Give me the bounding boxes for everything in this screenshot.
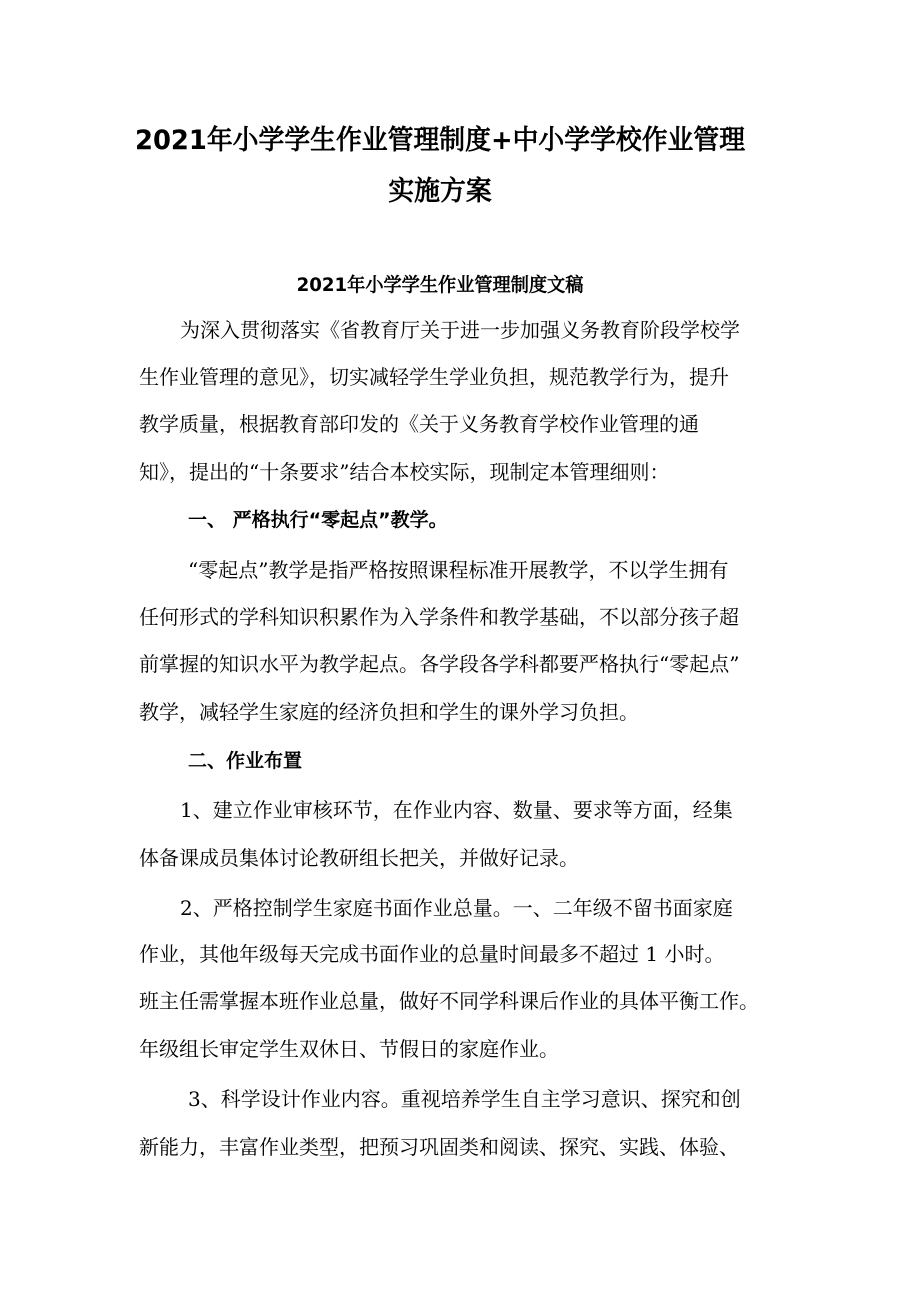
section-1-line-1: “零起点”教学是指严格按照课程标准开展教学，不以学生拥有 xyxy=(188,558,729,582)
section-1-line-4: 教学，减轻学生家庭的经济负担和学生的课外学习负担。 xyxy=(139,700,639,724)
item-2-line-3: 班主任需掌握本班作业总量，做好不同学科课后作业的具体平衡工作。 xyxy=(139,989,759,1013)
item-3-line-2: 新能力，丰富作业类型，把预习巩固类和阅读、探究、实践、体验、 xyxy=(139,1135,739,1159)
section-1-line-3: 前掌握的知识水平为教学起点。各学段各学科都要严格执行“零起点” xyxy=(139,652,740,676)
item-2-line-1: 2、严格控制学生家庭书面作业总量。一、二年级不留书面家庭 xyxy=(180,896,733,920)
item-1-line-1: 1、建立作业审核环节，在作业内容、数量、要求等方面，经集 xyxy=(180,798,733,822)
intro-line-1: 为深入贯彻落实《省教育厅关于进一步加强义务教育阶段学校学 xyxy=(180,318,740,342)
intro-line-3: 教学质量，根据教育部印发的《关于义务教育学校作业管理的通 xyxy=(139,412,699,436)
intro-line-4: 知》，提出的“十条要求”结合本校实际，现制定本管理细则： xyxy=(139,460,670,484)
section-1-line-2: 任何形式的学科知识积累作为入学条件和教学基础，不以部分孩子超 xyxy=(139,605,739,629)
section-2-heading: 二、作业布置 xyxy=(188,750,303,772)
item-3-line-1: 3、科学设计作业内容。重视培养学生自主学习意识、探究和创 xyxy=(188,1087,741,1111)
section-1-heading: 一、 严格执行“零起点”教学。 xyxy=(188,509,448,531)
document-title-line-1: 2021年小学学生作业管理制度+中小学学校作业管理 xyxy=(134,125,746,156)
item-1-line-2: 体备课成员集体讨论教研组长把关，并做好记录。 xyxy=(139,846,579,870)
section-subtitle: 2021年小学学生作业管理制度文稿 xyxy=(296,274,584,296)
document-title-line-2: 实施方案 xyxy=(388,176,492,207)
item-2-line-4: 年级组长审定学生双休日、节假日的家庭作业。 xyxy=(139,1037,559,1061)
intro-line-2: 生作业管理的意见》，切实减轻学生学业负担，规范教学行为，提升 xyxy=(139,365,729,389)
item-2-line-2: 作业，其他年级每天完成书面作业的总量时间最多不超过 1 小时。 xyxy=(139,942,725,966)
